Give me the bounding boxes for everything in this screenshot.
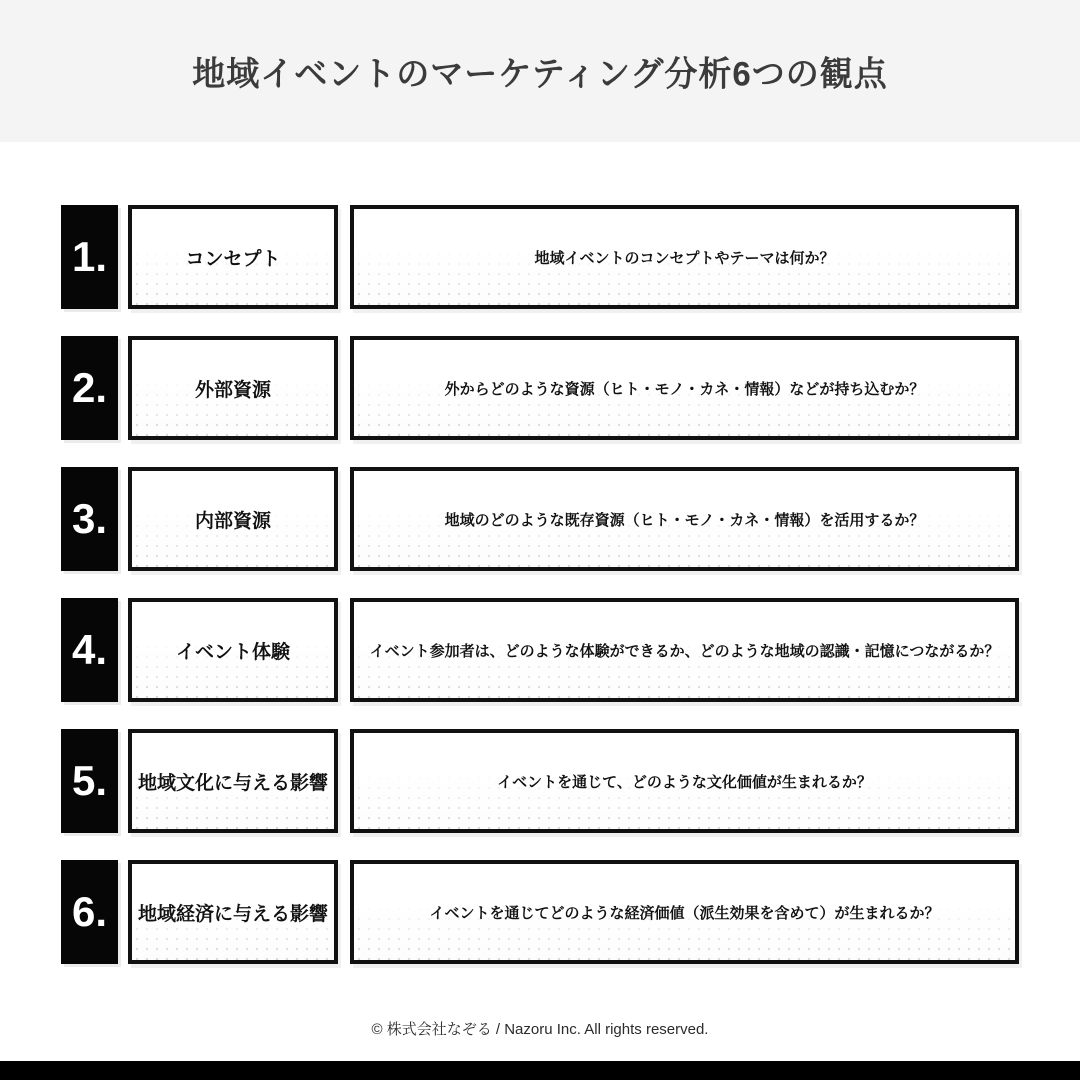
page-title: 地域イベントのマーケティング分析6つの観点: [192, 53, 888, 93]
list-item-5: [61, 729, 1019, 833]
item-label-box: 地域経済に与える影響: [128, 860, 338, 964]
item-description-box: 外からどのような資源（ヒト・モノ・カネ・情報）などが持ち込むか？: [350, 336, 1019, 440]
item-description-box: イベントを通じて、どのような文化価値が生まれるか？: [350, 729, 1019, 833]
bottom-bar: [0, 1061, 1080, 1080]
item-description-box: イベント参加者は、どのような体験ができるか、どのような地域の認識・記憶につながるか？: [350, 598, 1019, 702]
item-label-box: コンセプト: [128, 205, 338, 309]
item-label-box: 内部資源: [128, 467, 338, 571]
list-item-2: [61, 336, 1019, 440]
list-item-1: [61, 205, 1019, 309]
item-label-box: 外部資源: [128, 336, 338, 440]
item-description-box: 地域イベントのコンセプトやテーマは何か？: [350, 205, 1019, 309]
item-number-tile: 5.: [61, 729, 118, 833]
copyright-text: © 株式会社なぞる / Nazoru Inc. All rights reserved.: [371, 1021, 709, 1038]
list-item-6: [61, 860, 1019, 964]
item-number-tile: 6.: [61, 860, 118, 964]
item-number-tile: 4.: [61, 598, 118, 702]
item-label-box: 地域文化に与える影響: [128, 729, 338, 833]
item-number-tile: 1.: [61, 205, 118, 309]
item-number-tile: 2.: [61, 336, 118, 440]
item-description-box: イベントを通じてどのような経済価値（派生効果を含めて）が生まれるか？: [350, 860, 1019, 964]
item-description-box: 地域のどのような既存資源（ヒト・モノ・カネ・情報）を活用するか？: [350, 467, 1019, 571]
list-item-3: [61, 467, 1019, 571]
page-header: [0, 0, 1080, 142]
item-number-tile: 3.: [61, 467, 118, 571]
item-label-box: イベント体験: [128, 598, 338, 702]
list-item-4: [61, 598, 1019, 702]
analysis-list: [61, 205, 1019, 964]
